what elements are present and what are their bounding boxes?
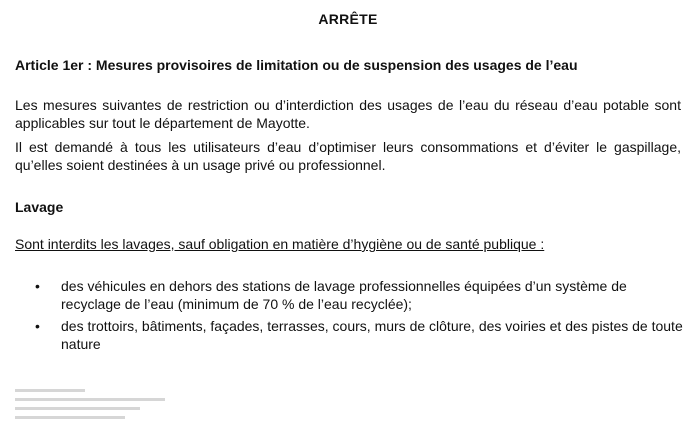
list-item-text: des trottoirs, bâtiments, façades, terrasses, cours, murs de clôture, des voiries et des pistes de toute nature bbox=[61, 318, 683, 352]
faded-text-lines bbox=[15, 386, 175, 426]
list-item bbox=[35, 317, 683, 353]
paragraph-restrictions: Les mesures suivantes de restriction ou d’interdiction des usages de l’eau du réseau d’eau potable sont applicables sur tout le département de Mayotte. bbox=[15, 97, 681, 131]
prohibition-intro: Sont interdits les lavages, sauf obligation en matière d’hygiène ou de santé publique : bbox=[15, 236, 545, 252]
prohibition-list bbox=[35, 277, 683, 357]
section-title-lavage: Lavage bbox=[15, 199, 64, 215]
paragraph-optimisation: Il est demandé à tous les utilisateurs d’eau d’optimiser leurs consommations et d’éviter le gaspillage, qu’elles soient destinées à un usage privé ou professionnel. bbox=[15, 139, 681, 173]
faded-footer-text bbox=[15, 386, 175, 429]
list-item-text: des véhicules en dehors des stations de lavage professionnelles équipées d’un système de recyclage de l’eau (minimum de 70 % de l’eau recyclée); bbox=[61, 278, 627, 312]
list-item bbox=[35, 277, 683, 313]
bullet-icon: • bbox=[35, 318, 40, 334]
bullet-icon: • bbox=[35, 278, 40, 294]
article-title: Article 1er : Mesures provisoires de limitation ou de suspension des usages de l’eau bbox=[15, 57, 578, 73]
document-heading: ARRÊTE bbox=[318, 11, 378, 27]
